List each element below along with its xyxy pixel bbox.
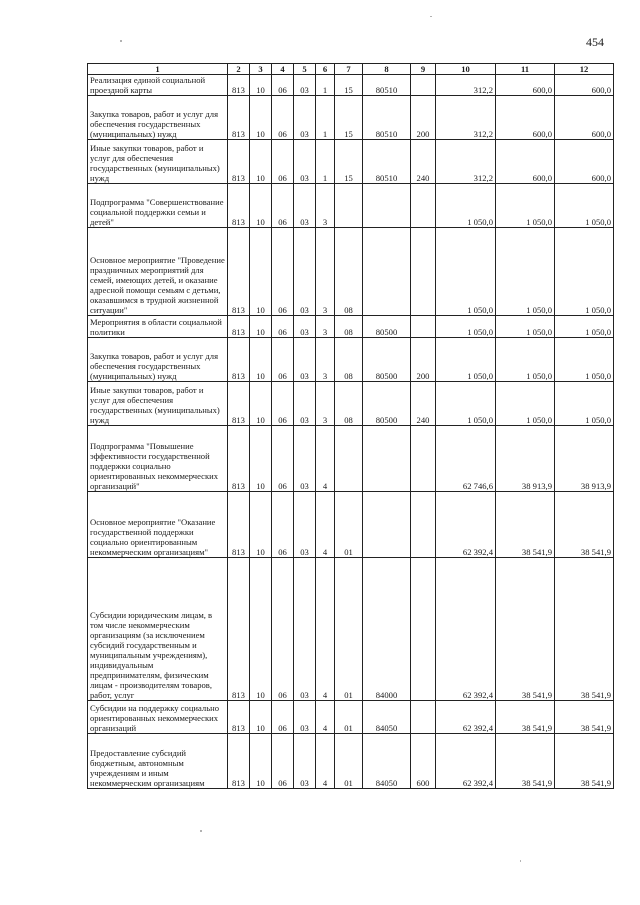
row-name-cell	[88, 316, 228, 338]
cell-col-4: 06	[272, 184, 294, 228]
cell-col-8	[363, 184, 411, 228]
scan-speck	[430, 16, 432, 17]
row-name-cell	[88, 558, 228, 701]
cell-col-3: 10	[250, 184, 272, 228]
row-name: Предоставление субсидий бюджетным, автономным учреждениям и иным некоммерческим организациям	[90, 748, 205, 788]
cell-col-8: 80510	[363, 75, 411, 96]
cell-col-11: 600,0	[496, 96, 555, 140]
cell-col-10: 62 746,6	[436, 426, 496, 492]
cell-col-4: 06	[272, 316, 294, 338]
cell-col-4: 06	[272, 338, 294, 382]
cell-col-2: 813	[228, 701, 250, 734]
cell-col-2: 813	[228, 184, 250, 228]
cell-col-3: 10	[250, 734, 272, 789]
cell-col-7: 08	[335, 228, 363, 316]
budget-table	[87, 63, 614, 789]
cell-col-5: 03	[294, 96, 316, 140]
table-header-row	[88, 64, 614, 75]
cell-col-8	[363, 426, 411, 492]
cell-col-4: 06	[272, 701, 294, 734]
row-name-cell	[88, 96, 228, 140]
cell-col-11: 38 541,9	[496, 734, 555, 789]
cell-col-4: 06	[272, 140, 294, 184]
row-name: Подпрограмма "Повышение эффективности государственной поддержки социально ориентированных некоммерческих организаций"	[90, 441, 219, 491]
row-name-cell	[88, 75, 228, 96]
table-row	[88, 75, 614, 96]
cell-col-6: 4	[316, 492, 335, 558]
cell-col-11: 38 913,9	[496, 426, 555, 492]
cell-col-12: 38 913,9	[555, 426, 614, 492]
table-row	[88, 140, 614, 184]
row-name-cell	[88, 734, 228, 789]
cell-col-11: 1 050,0	[496, 338, 555, 382]
scan-speck	[520, 860, 521, 862]
row-name: Иные закупки товаров, работ и услуг для обеспечения государственных (муниципальных) нужд	[90, 143, 220, 183]
cell-col-12: 38 541,9	[555, 492, 614, 558]
cell-col-11: 1 050,0	[496, 184, 555, 228]
cell-col-5: 03	[294, 426, 316, 492]
cell-col-5: 03	[294, 382, 316, 426]
cell-col-2: 813	[228, 426, 250, 492]
cell-col-3: 10	[250, 338, 272, 382]
cell-col-4: 06	[272, 558, 294, 701]
cell-col-2: 813	[228, 558, 250, 701]
column-header: 5	[294, 64, 316, 75]
cell-col-6: 4	[316, 558, 335, 701]
cell-col-6: 4	[316, 701, 335, 734]
cell-col-5: 03	[294, 228, 316, 316]
column-header: 3	[250, 64, 272, 75]
cell-col-4: 06	[272, 382, 294, 426]
cell-col-10: 62 392,4	[436, 701, 496, 734]
cell-col-12: 38 541,9	[555, 558, 614, 701]
cell-col-7: 08	[335, 316, 363, 338]
cell-col-3: 10	[250, 316, 272, 338]
column-header: 11	[496, 64, 555, 75]
cell-col-4: 06	[272, 96, 294, 140]
row-name-cell	[88, 426, 228, 492]
cell-col-2: 813	[228, 734, 250, 789]
cell-col-8	[363, 228, 411, 316]
row-name: Закупка товаров, работ и услуг для обеспечения государственных (муниципальных) нужд	[90, 109, 219, 139]
row-name-cell	[88, 338, 228, 382]
cell-col-6: 1	[316, 96, 335, 140]
cell-col-5: 03	[294, 558, 316, 701]
cell-col-11: 38 541,9	[496, 558, 555, 701]
cell-col-9	[411, 316, 436, 338]
cell-col-7	[335, 426, 363, 492]
cell-col-8	[363, 492, 411, 558]
cell-col-2: 813	[228, 316, 250, 338]
cell-col-4: 06	[272, 75, 294, 96]
cell-col-5: 03	[294, 75, 316, 96]
table-row	[88, 701, 614, 734]
cell-col-5: 03	[294, 492, 316, 558]
scan-speck	[200, 830, 202, 832]
cell-col-6: 3	[316, 228, 335, 316]
cell-col-11: 1 050,0	[496, 382, 555, 426]
row-name: Мероприятия в области социальной политики	[90, 317, 222, 337]
cell-col-9	[411, 558, 436, 701]
cell-col-9	[411, 426, 436, 492]
cell-col-4: 06	[272, 228, 294, 316]
cell-col-7: 15	[335, 140, 363, 184]
row-name: Субсидии на поддержку социально ориентированных некоммерческих организаций	[90, 703, 220, 733]
cell-col-9: 240	[411, 382, 436, 426]
row-name-cell	[88, 382, 228, 426]
cell-col-6: 3	[316, 316, 335, 338]
table-row	[88, 382, 614, 426]
cell-col-9	[411, 75, 436, 96]
cell-col-12: 1 050,0	[555, 228, 614, 316]
cell-col-8: 84050	[363, 734, 411, 789]
column-header: 7	[335, 64, 363, 75]
column-header: 6	[316, 64, 335, 75]
cell-col-7: 01	[335, 492, 363, 558]
page-number: 454	[586, 35, 604, 49]
cell-col-2: 813	[228, 492, 250, 558]
row-name: Реализация единой социальной проездной карты	[90, 75, 206, 95]
cell-col-2: 813	[228, 338, 250, 382]
row-name: Подпрограмма "Совершенствование социальной поддержки семьи и детей"	[90, 197, 224, 227]
cell-col-4: 06	[272, 734, 294, 789]
cell-col-3: 10	[250, 426, 272, 492]
cell-col-12: 1 050,0	[555, 338, 614, 382]
cell-col-9	[411, 701, 436, 734]
cell-col-3: 10	[250, 140, 272, 184]
table-row	[88, 228, 614, 316]
cell-col-6: 3	[316, 338, 335, 382]
cell-col-5: 03	[294, 701, 316, 734]
row-name-cell	[88, 492, 228, 558]
column-header: 1	[88, 64, 228, 75]
cell-col-9: 240	[411, 140, 436, 184]
cell-col-11: 1 050,0	[496, 316, 555, 338]
cell-col-2: 813	[228, 228, 250, 316]
cell-col-5: 03	[294, 734, 316, 789]
cell-col-11: 38 541,9	[496, 492, 555, 558]
cell-col-8: 84050	[363, 701, 411, 734]
cell-col-9: 600	[411, 734, 436, 789]
scan-speck	[120, 40, 122, 42]
row-name-cell	[88, 701, 228, 734]
cell-col-4: 06	[272, 492, 294, 558]
cell-col-10: 62 392,4	[436, 492, 496, 558]
cell-col-6: 3	[316, 184, 335, 228]
cell-col-6: 4	[316, 426, 335, 492]
table-row	[88, 338, 614, 382]
cell-col-7: 01	[335, 701, 363, 734]
cell-col-11: 38 541,9	[496, 701, 555, 734]
cell-col-10: 1 050,0	[436, 228, 496, 316]
cell-col-12: 600,0	[555, 96, 614, 140]
row-name: Субсидии юридическим лицам, в том числе некоммерческим организациям (за исключением субсидий государственным и муниципальным учреждениям), индивидуальным предпринимателям, физическим лицам - производителям товаров, работ, услуг	[90, 610, 213, 700]
row-name: Иные закупки товаров, работ и услуг для обеспечения государственных (муниципальных) нужд	[90, 385, 220, 425]
column-header: 12	[555, 64, 614, 75]
cell-col-8: 84000	[363, 558, 411, 701]
cell-col-12: 38 541,9	[555, 734, 614, 789]
cell-col-10: 1 050,0	[436, 316, 496, 338]
cell-col-3: 10	[250, 228, 272, 316]
table-row	[88, 492, 614, 558]
column-header: 4	[272, 64, 294, 75]
cell-col-11: 1 050,0	[496, 228, 555, 316]
cell-col-12: 600,0	[555, 75, 614, 96]
cell-col-10: 62 392,4	[436, 734, 496, 789]
row-name: Закупка товаров, работ и услуг для обеспечения государственных (муниципальных) нужд	[90, 351, 219, 381]
column-header: 10	[436, 64, 496, 75]
cell-col-7	[335, 184, 363, 228]
cell-col-2: 813	[228, 140, 250, 184]
cell-col-3: 10	[250, 492, 272, 558]
cell-col-10: 312,2	[436, 96, 496, 140]
cell-col-7: 08	[335, 338, 363, 382]
cell-col-11: 600,0	[496, 140, 555, 184]
cell-col-10: 1 050,0	[436, 382, 496, 426]
cell-col-12: 1 050,0	[555, 382, 614, 426]
cell-col-3: 10	[250, 701, 272, 734]
cell-col-2: 813	[228, 96, 250, 140]
cell-col-5: 03	[294, 140, 316, 184]
cell-col-12: 600,0	[555, 140, 614, 184]
table-row	[88, 184, 614, 228]
cell-col-12: 38 541,9	[555, 701, 614, 734]
cell-col-10: 312,2	[436, 140, 496, 184]
cell-col-6: 1	[316, 75, 335, 96]
cell-col-3: 10	[250, 75, 272, 96]
cell-col-8: 80510	[363, 140, 411, 184]
cell-col-9	[411, 492, 436, 558]
cell-col-3: 10	[250, 558, 272, 701]
cell-col-6: 3	[316, 382, 335, 426]
row-name-cell	[88, 140, 228, 184]
cell-col-7: 15	[335, 96, 363, 140]
table-row	[88, 316, 614, 338]
cell-col-5: 03	[294, 338, 316, 382]
cell-col-5: 03	[294, 316, 316, 338]
cell-col-6: 4	[316, 734, 335, 789]
table-row	[88, 96, 614, 140]
cell-col-2: 813	[228, 382, 250, 426]
row-name-cell	[88, 184, 228, 228]
cell-col-9: 200	[411, 338, 436, 382]
cell-col-9	[411, 184, 436, 228]
cell-col-3: 10	[250, 96, 272, 140]
cell-col-12: 1 050,0	[555, 316, 614, 338]
cell-col-8: 80500	[363, 338, 411, 382]
cell-col-10: 1 050,0	[436, 338, 496, 382]
cell-col-6: 1	[316, 140, 335, 184]
cell-col-10: 62 392,4	[436, 558, 496, 701]
cell-col-7: 01	[335, 734, 363, 789]
cell-col-5: 03	[294, 184, 316, 228]
cell-col-8: 80500	[363, 316, 411, 338]
cell-col-8: 80510	[363, 96, 411, 140]
cell-col-2: 813	[228, 75, 250, 96]
cell-col-10: 1 050,0	[436, 184, 496, 228]
cell-col-10: 312,2	[436, 75, 496, 96]
table-row	[88, 558, 614, 701]
table-row	[88, 734, 614, 789]
cell-col-12: 1 050,0	[555, 184, 614, 228]
column-header: 2	[228, 64, 250, 75]
cell-col-7: 08	[335, 382, 363, 426]
cell-col-8: 80500	[363, 382, 411, 426]
column-header: 8	[363, 64, 411, 75]
cell-col-7: 01	[335, 558, 363, 701]
cell-col-7: 15	[335, 75, 363, 96]
column-header: 9	[411, 64, 436, 75]
cell-col-9	[411, 228, 436, 316]
cell-col-9: 200	[411, 96, 436, 140]
cell-col-3: 10	[250, 382, 272, 426]
row-name: Основное мероприятие "Оказание государственной поддержки социально ориентированным некоммерческим организациям"	[90, 517, 216, 557]
cell-col-4: 06	[272, 426, 294, 492]
cell-col-11: 600,0	[496, 75, 555, 96]
row-name: Основное мероприятие "Проведение праздничных мероприятий для семей, имеющих детей, и оказание адресной помощи семьям с детьми, оказавшимся в трудной жизненной ситуации"	[90, 255, 225, 315]
table-row	[88, 426, 614, 492]
row-name-cell	[88, 228, 228, 316]
